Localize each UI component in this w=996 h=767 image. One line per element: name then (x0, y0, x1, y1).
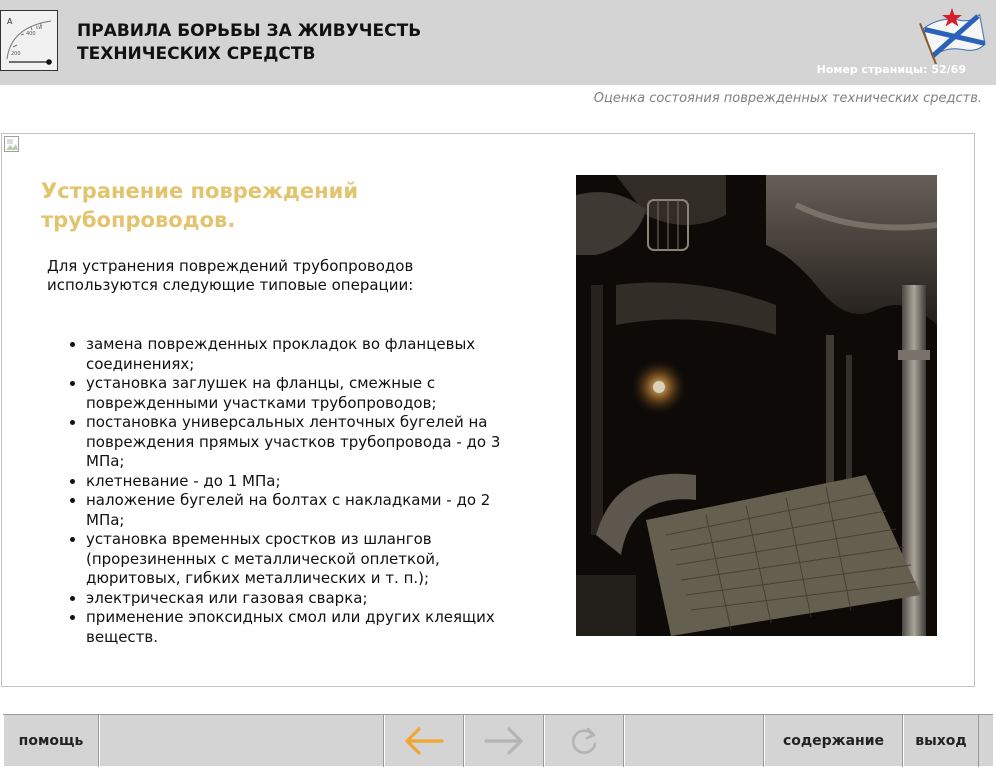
list-item: • установка временных сростков из шлангов (прорезиненных с металлической оплеткой, дюритовых, гибких металлических и т. п.); (86, 530, 516, 589)
list-item: • наложение бугелей на болтах с накладками - до 2 МПа; (86, 491, 516, 530)
arrow-left-icon (402, 726, 446, 756)
svg-text:200: 200 (11, 51, 21, 57)
course-title-line1: ПРАВИЛА БОРЬБЫ ЗА ЖИВУЧЕСТЬ (77, 21, 422, 41)
content-frame (1, 133, 975, 687)
pressure-gauge-icon (0, 10, 58, 71)
svg-text:A: A (7, 17, 13, 26)
course-title (77, 20, 421, 66)
broken-image-icon (4, 136, 20, 152)
page-counter: Номер страницы: 52/69 (816, 63, 966, 76)
forward-button[interactable] (464, 715, 544, 767)
svg-text:kW: kW (36, 25, 43, 30)
engine-room-photo (576, 175, 937, 636)
course-title-line2: ТЕХНИЧЕСКИХ СРЕДСТВ (77, 44, 316, 64)
bottom-nav-bar (3, 714, 993, 766)
naval-flag-emblem-icon (916, 2, 988, 64)
list-item: • постановка универсальных ленточных бугелей на повреждения прямых участков трубопровода - до 3 МПа; (86, 413, 516, 472)
nav-spacer-left (99, 715, 384, 767)
section-subtitle: Оценка состояния поврежденных технических средств. (593, 91, 982, 106)
contents-button-label: содержание (782, 733, 885, 749)
exit-button[interactable] (903, 715, 979, 767)
contents-button[interactable] (764, 715, 903, 767)
back-button[interactable] (384, 715, 464, 767)
slide-intro: Для устранения повреждений трубопроводов используются следующие типовые операции: (47, 257, 414, 294)
slide-title: Устранение повреждений трубопроводов. (41, 179, 359, 232)
list-item: • применение эпоксидных смол или других клеящих веществ. (86, 608, 516, 647)
list-item: • установка заглушек на фланцы, смежные с поврежденными участками трубопроводов; (86, 374, 516, 413)
help-button[interactable] (3, 715, 99, 767)
exit-button-label: выход (915, 733, 967, 749)
list-item: • электрическая или газовая сварка; (86, 589, 516, 609)
header-bar (0, 0, 996, 85)
svg-text:400: 400 (26, 31, 36, 37)
operations-list (47, 335, 516, 647)
help-button-label: помощь (18, 733, 84, 749)
nav-spacer-right (624, 715, 764, 767)
arrow-right-icon (482, 726, 526, 756)
list-item: • замена поврежденных прокладок во фланцевых соединениях; (86, 335, 516, 374)
reload-icon (567, 724, 601, 758)
list-item: • клетневание - до 1 МПа; (86, 472, 516, 492)
reload-button[interactable] (544, 715, 624, 767)
